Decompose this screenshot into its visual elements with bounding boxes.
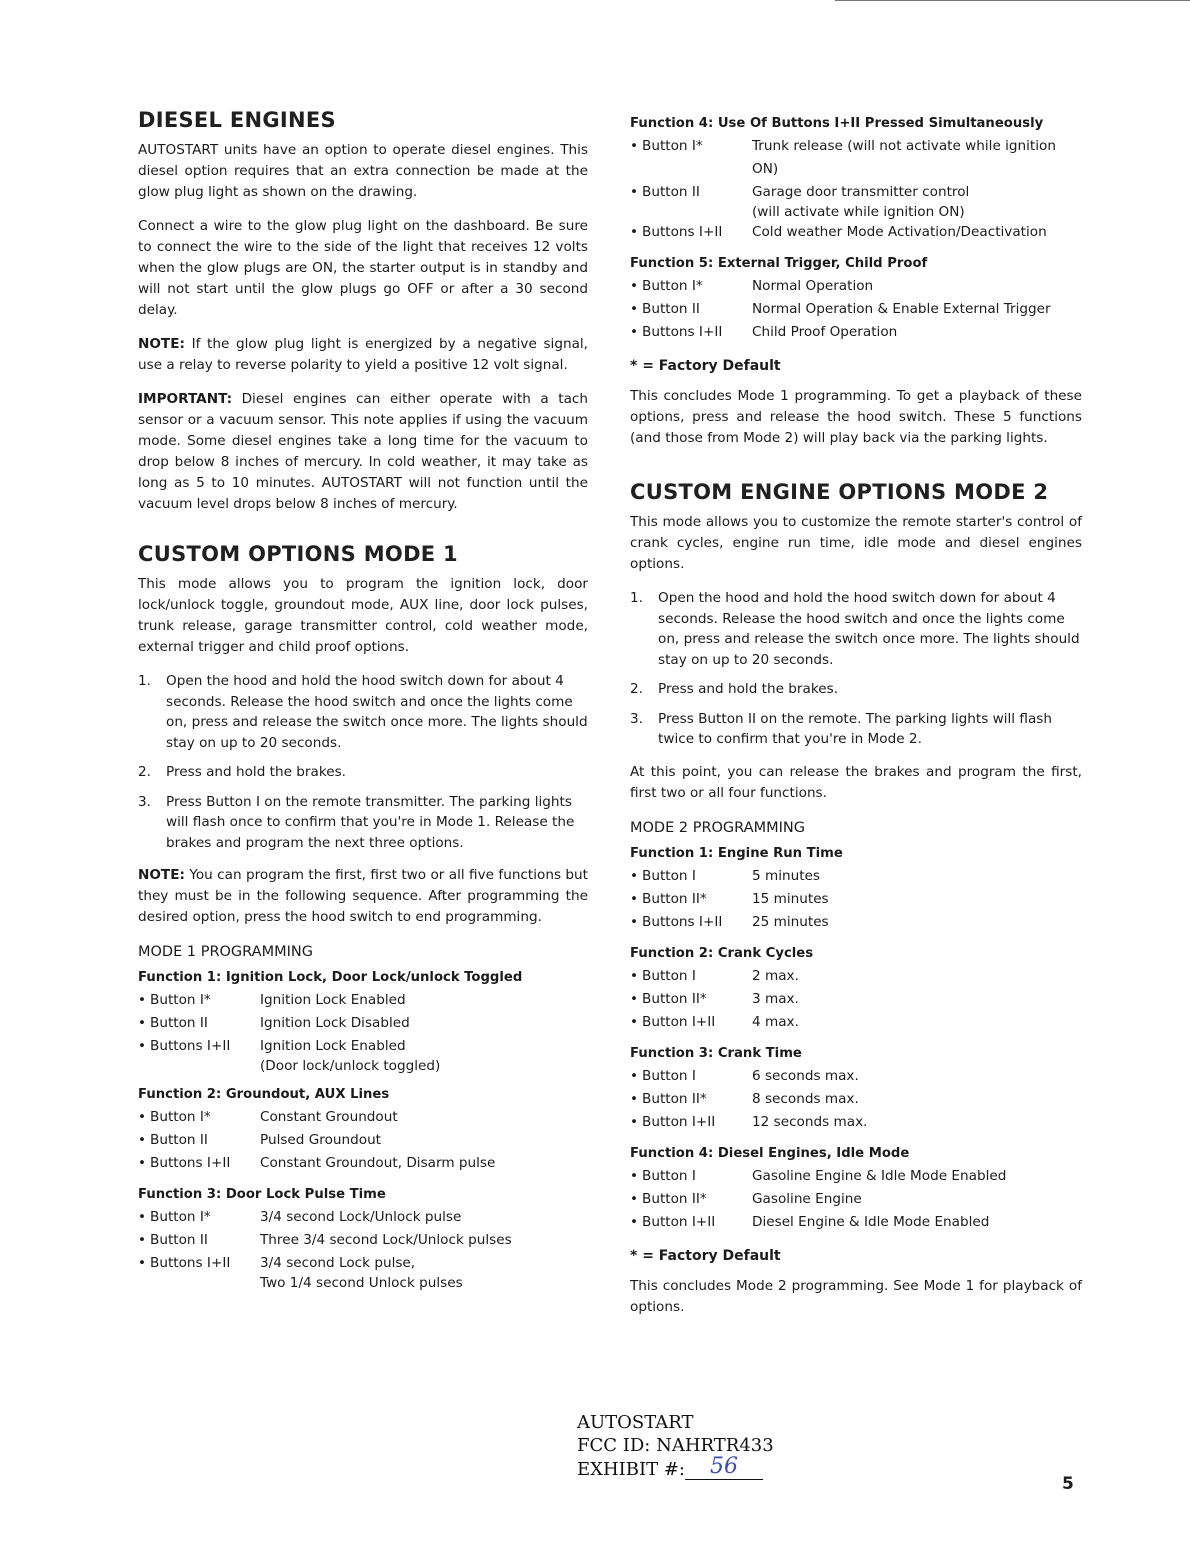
bullet-icon: • — [630, 913, 639, 930]
option-row — [630, 1111, 1082, 1134]
option-description — [260, 1129, 588, 1152]
exhibit-handwritten-number: 56 — [709, 1454, 738, 1479]
note-text: You can program the first, first two or all five functions but they must be in the following sequence. After programming the desired option, press the hood switch to end programming. — [138, 867, 588, 925]
option-description-line: 15 minutes — [752, 890, 829, 907]
bullet-icon: • — [630, 1067, 639, 1084]
mode1-intro: This mode allows you to program the ignition lock, door lock/unlock toggle, groundout mode, AUX line, door lock pulses, trunk release, garage transmitter control, cold weather mode, external trigger and child proof options. — [138, 576, 588, 655]
option-row — [630, 221, 1082, 244]
option-description-line: Constant Groundout, Disarm pulse — [260, 1155, 496, 1171]
option-description-line: (will activate while ignition ON) — [752, 204, 965, 220]
option-row — [630, 865, 1082, 888]
option-description — [260, 1106, 588, 1129]
option-button-label: Button I — [642, 867, 696, 884]
option-description-line: Ignition Lock Enabled — [260, 992, 406, 1008]
option-button-label: Buttons I+II — [150, 1255, 231, 1271]
exhibit-label: EXHIBIT #: — [577, 1459, 685, 1480]
mode2-programming-heading: MODE 2 PROGRAMMING — [630, 819, 805, 836]
option-description-line: Trunk release (will not activate while ignition ON) — [752, 138, 1056, 177]
option-button-label: Button II* — [642, 1190, 707, 1207]
option-button-label: Button I — [642, 967, 696, 984]
factory-default-note: * = Factory Default — [630, 1247, 781, 1264]
list-item: 2. Press and hold the brakes. — [138, 764, 346, 780]
option-button-label: Button I — [642, 1067, 696, 1084]
bullet-icon: • — [138, 1255, 147, 1271]
option-button-label: Button I* — [642, 278, 703, 294]
option-description — [752, 135, 1082, 181]
option-description-line: Pulsed Groundout — [260, 1132, 382, 1148]
bullet-icon: • — [630, 867, 639, 884]
option-row — [630, 321, 1082, 344]
option-button-label: Button II* — [642, 890, 707, 907]
option-row — [630, 1211, 1082, 1234]
option-button-label: Button I+II — [642, 1113, 716, 1130]
option-row — [138, 1106, 588, 1129]
factory-default-note: * = Factory Default — [630, 358, 781, 374]
diesel-paragraph-1: AUTOSTART units have an option to operate diesel engines. This diesel option requires that an extra connection be made at the glow plug light as shown on the drawing. — [138, 142, 588, 200]
option-button-label: Buttons I+II — [642, 324, 723, 340]
option-description-line: Diesel Engine & Idle Mode Enabled — [752, 1213, 990, 1230]
option-description — [752, 865, 1082, 888]
function-heading: Function 1: Ignition Lock, Door Lock/unlock Toggled — [138, 970, 523, 985]
option-button-label: Button II — [642, 184, 700, 200]
function-heading: Function 4: Diesel Engines, Idle Mode — [630, 1145, 910, 1161]
bullet-icon: • — [630, 967, 639, 984]
list-item: 3. Press Button II on the remote. The parking lights will flash twice to confirm that you're in Mode 2. — [630, 710, 1052, 747]
note-text: If the glow plug light is energized by a negative signal, use a relay to reverse polarity to yield a positive 12 volt signal. — [138, 336, 588, 373]
option-description-line: 5 minutes — [752, 867, 820, 884]
mode1-steps — [138, 671, 588, 853]
option-row — [138, 1206, 588, 1229]
function-heading: Function 3: Door Lock Pulse Time — [138, 1187, 386, 1202]
custom-engine-options-mode2-title: CUSTOM ENGINE OPTIONS MODE 2 — [630, 480, 1049, 504]
option-button-label: Buttons I+II — [150, 1155, 231, 1171]
bullet-icon: • — [138, 1038, 147, 1054]
bullet-icon: • — [138, 1155, 147, 1171]
option-button-label: Buttons I+II — [642, 913, 723, 930]
mode1-functions-right — [630, 116, 1082, 350]
option-button-label: Button I* — [150, 1109, 211, 1125]
option-description — [260, 1206, 588, 1229]
option-description-line: Cold weather Mode Activation/Deactivation — [752, 224, 1047, 240]
option-description-line: Two 1/4 second Unlock pulses — [260, 1275, 463, 1291]
bullet-icon: • — [630, 1113, 639, 1130]
option-button-label: Button I — [642, 1167, 696, 1184]
option-description-line: 6 seconds max. — [752, 1067, 859, 1084]
option-button-label: Button II — [150, 1232, 208, 1248]
option-description-line: Child Proof Operation — [752, 324, 898, 340]
option-row — [630, 965, 1082, 988]
bullet-icon: • — [138, 1232, 147, 1248]
option-row — [630, 911, 1082, 934]
option-description-line: Normal Operation — [752, 278, 874, 294]
option-description — [752, 1065, 1082, 1088]
option-row — [138, 1152, 588, 1175]
option-description — [752, 181, 1082, 221]
stamp-fcc-id: FCC ID: NAHRTR433 — [577, 1435, 774, 1456]
option-button-label: Button II — [642, 301, 700, 317]
option-description — [752, 965, 1082, 988]
bullet-icon: • — [630, 990, 639, 1007]
left-column — [138, 108, 588, 1298]
custom-options-mode1-title: CUSTOM OPTIONS MODE 1 — [138, 542, 458, 566]
mode2-after-steps: At this point, you can release the brakes and program the first, first two or all four functions. — [630, 763, 1082, 801]
option-row — [630, 888, 1082, 911]
diesel-paragraph-2: Connect a wire to the glow plug light on the dashboard. Be sure to connect the wire to the side of the light that receives 12 volts when the glow plugs are ON, the starter output is in standby and will not start until the glow plugs go OFF or after a 30 second delay. — [138, 218, 588, 318]
option-description — [752, 1011, 1082, 1034]
option-row — [138, 1035, 588, 1075]
bullet-icon: • — [630, 324, 639, 340]
option-row — [630, 1165, 1082, 1188]
option-description — [752, 988, 1082, 1011]
option-row — [138, 1012, 588, 1035]
option-row — [630, 298, 1082, 321]
list-item: 1. Open the hood and hold the hood switch down for about 4 seconds. Release the hood switch and once the lights come on, press and release the switch once more. The lights should stay on up to 20 seconds. — [630, 590, 1080, 668]
bullet-icon: • — [630, 1013, 639, 1030]
option-row — [630, 1088, 1082, 1111]
option-row — [630, 181, 1082, 221]
page-number: 5 — [1062, 1474, 1074, 1494]
option-description-line: Gasoline Engine & Idle Mode Enabled — [752, 1167, 1007, 1184]
bullet-icon: • — [630, 1167, 639, 1184]
function-heading: Function 2: Groundout, AUX Lines — [138, 1087, 390, 1102]
stamp-exhibit — [577, 1454, 774, 1482]
right-column — [630, 110, 1082, 1331]
option-button-label: Button II — [150, 1132, 208, 1148]
option-row — [630, 1188, 1082, 1211]
option-row — [630, 1011, 1082, 1034]
option-description — [752, 888, 1082, 911]
option-row — [630, 135, 1082, 181]
bullet-icon: • — [630, 1190, 639, 1207]
option-button-label: Button II* — [642, 1090, 707, 1107]
option-description — [752, 298, 1082, 321]
stamp-company: AUTOSTART — [577, 1412, 694, 1433]
bullet-icon: • — [630, 301, 639, 317]
option-description-line: Three 3/4 second Lock/Unlock pulses — [260, 1232, 512, 1248]
option-description-line: 2 max. — [752, 967, 799, 984]
option-description-line: 4 max. — [752, 1013, 799, 1030]
option-description-line: Normal Operation & Enable External Trigger — [752, 301, 1051, 317]
option-row — [630, 1065, 1082, 1088]
mode1-programming-heading: MODE 1 PROGRAMMING — [138, 944, 313, 960]
mode1-conclusion: This concludes Mode 1 programming. To get a playback of these options, press and release the hood switch. These 5 functions (and those from Mode 2) will play back via the parking lights. — [630, 388, 1082, 446]
bullet-icon: • — [630, 1090, 639, 1107]
bullet-icon: • — [138, 1015, 147, 1031]
option-description — [752, 1088, 1082, 1111]
option-description-line: 25 minutes — [752, 913, 829, 930]
option-description — [752, 321, 1082, 344]
bullet-icon: • — [630, 224, 639, 240]
option-description-line: 3/4 second Lock pulse, — [260, 1255, 416, 1271]
option-description — [752, 275, 1082, 298]
list-item: 1. Open the hood and hold the hood switch down for about 4 seconds. Release the hood switch and once the lights come on, press and release the switch once more. The lights should stay on up to 20 seconds. — [138, 673, 588, 751]
option-button-label: Button I+II — [642, 1213, 716, 1230]
note-label: NOTE: — [138, 867, 185, 883]
mode1-note — [138, 865, 588, 928]
list-item: 2. Press and hold the brakes. — [630, 681, 838, 697]
scan-top-edge-line — [835, 0, 1190, 1]
mode2-intro: This mode allows you to customize the remote starter's control of crank cycles, engine run time, idle mode and diesel engines options. — [630, 514, 1082, 572]
option-description — [752, 1165, 1082, 1188]
option-description-line: (Door lock/unlock toggled) — [260, 1058, 441, 1074]
important-text: Diesel engines can either operate with a tach sensor or a vacuum sensor. This note applies if using the vacuum mode. Some diesel engines take a long time for the vacuum to drop below 8 inches of mercury. In cold weather, it may take as long as 5 to 10 minutes. AUTOSTART will not function until the vacuum level drops below 8 inches of mercury. — [138, 391, 588, 512]
bullet-icon: • — [138, 992, 147, 1008]
option-description-line: 3/4 second Lock/Unlock pulse — [260, 1209, 462, 1225]
option-description — [260, 1012, 588, 1035]
function-heading: Function 1: Engine Run Time — [630, 845, 843, 861]
option-button-label: Button I* — [150, 992, 211, 1008]
note-label: NOTE: — [138, 336, 185, 352]
mode2-functions — [630, 846, 1082, 1240]
option-description — [260, 1252, 588, 1292]
option-description-line: Ignition Lock Disabled — [260, 1015, 410, 1031]
bullet-icon: • — [630, 184, 639, 200]
option-description-line: 3 max. — [752, 990, 799, 1007]
option-description-line: Constant Groundout — [260, 1109, 398, 1125]
option-description — [752, 1111, 1082, 1134]
fcc-exhibit-stamp — [577, 1411, 774, 1482]
option-button-label: Button I+II — [642, 1013, 716, 1030]
option-description — [260, 1152, 588, 1175]
function-heading: Function 2: Crank Cycles — [630, 945, 814, 961]
option-description — [752, 1211, 1082, 1234]
diesel-note — [138, 334, 588, 376]
mode2-conclusion: This concludes Mode 2 programming. See Mode 1 for playback of options. — [630, 1277, 1082, 1315]
bullet-icon: • — [630, 278, 639, 294]
bullet-icon: • — [138, 1109, 147, 1125]
list-item: 3. Press Button I on the remote transmitter. The parking lights will flash once to confirm that you're in Mode 1. Release the brakes and program the next three options. — [138, 793, 575, 851]
bullet-icon: • — [138, 1132, 147, 1148]
option-row — [630, 988, 1082, 1011]
function-heading: Function 3: Crank Time — [630, 1045, 802, 1061]
option-description — [752, 911, 1082, 934]
bullet-icon: • — [630, 138, 639, 154]
important-label: IMPORTANT: — [138, 391, 233, 407]
option-row — [630, 275, 1082, 298]
bullet-icon: • — [630, 1213, 639, 1230]
mode2-steps — [630, 588, 1082, 750]
option-description — [260, 1229, 588, 1252]
option-description-line: Gasoline Engine — [752, 1190, 862, 1207]
option-description — [752, 1188, 1082, 1211]
option-button-label: Button I* — [150, 1209, 211, 1225]
option-button-label: Buttons I+II — [150, 1038, 231, 1054]
bullet-icon: • — [138, 1209, 147, 1225]
option-description-line: 12 seconds max. — [752, 1113, 868, 1130]
mode1-functions-left — [138, 970, 588, 1298]
option-row — [138, 1129, 588, 1152]
option-description-line: Garage door transmitter control — [752, 184, 970, 200]
option-button-label: Buttons I+II — [642, 224, 723, 240]
option-row — [138, 1229, 588, 1252]
function-heading: Function 5: External Trigger, Child Proof — [630, 256, 928, 271]
option-button-label: Button II* — [642, 990, 707, 1007]
option-button-label: Button I* — [642, 138, 703, 154]
option-description — [752, 221, 1082, 244]
option-description — [260, 1035, 588, 1075]
option-description-line: 8 seconds max. — [752, 1090, 859, 1107]
option-row — [138, 989, 588, 1012]
option-row — [138, 1252, 588, 1292]
option-button-label: Button II — [150, 1015, 208, 1031]
option-description — [260, 989, 588, 1012]
bullet-icon: • — [630, 890, 639, 907]
option-description-line: Ignition Lock Enabled — [260, 1038, 406, 1054]
diesel-engines-title: DIESEL ENGINES — [138, 108, 336, 132]
function-heading: Function 4: Use Of Buttons I+II Pressed Simultaneously — [630, 116, 1044, 131]
diesel-important — [138, 389, 588, 515]
